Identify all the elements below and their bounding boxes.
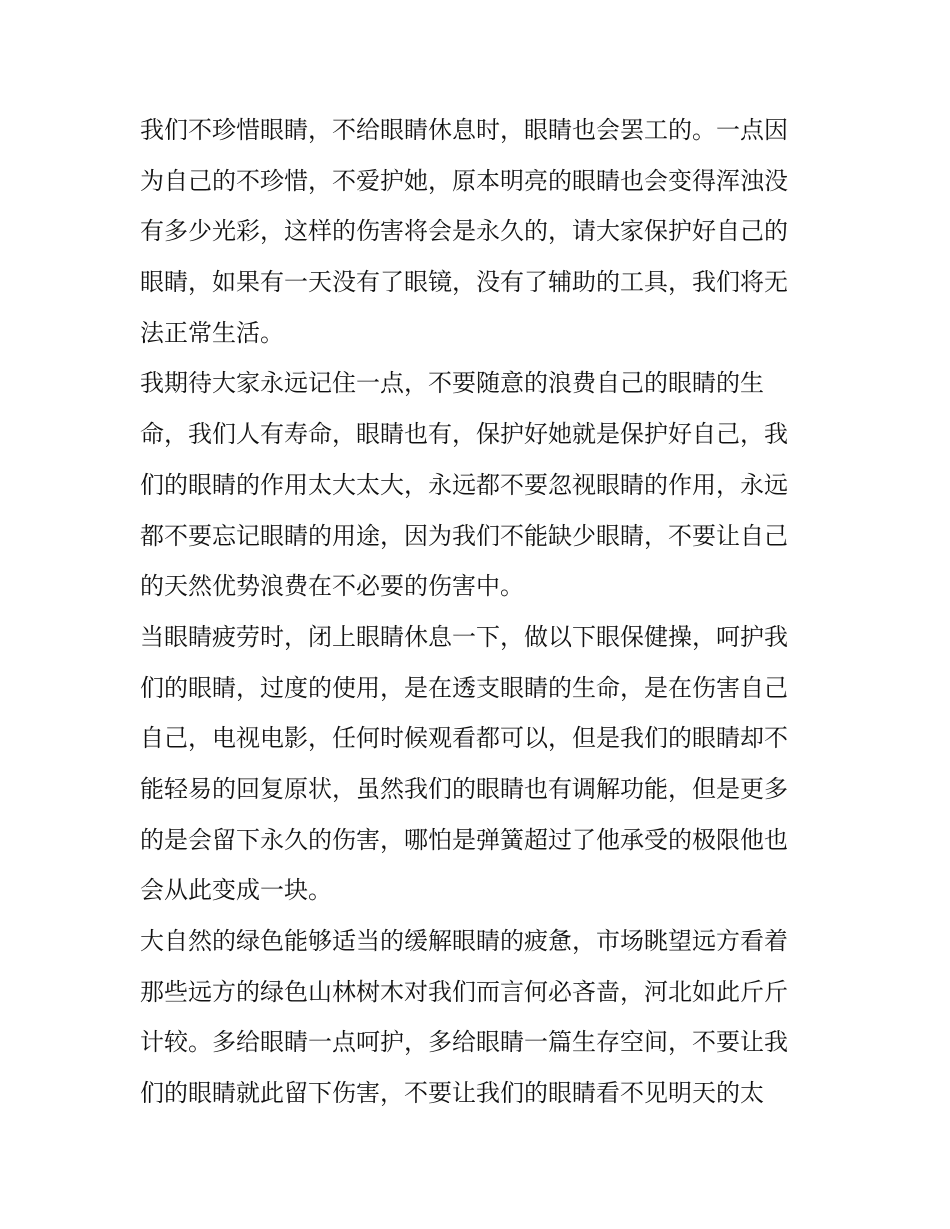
text-line: 们的眼睛的作用太大太大，永远都不要忽视眼睛的作用，永远: [140, 470, 788, 499]
text-line: 当眼睛疲劳时，闭上眼睛休息一下，做以下眼保健操，呵护我: [140, 622, 788, 651]
text-line: 我们不珍惜眼睛，不给眼睛休息时，眼睛也会罢工的。一点因: [140, 116, 788, 144]
text-line: 的是会留下永久的伤害，哪怕是弹簧超过了他承受的极限他也: [140, 825, 788, 854]
text-line: 大自然的绿色能够适当的缓解眼睛的疲惫，市场眺望远方看着: [140, 927, 788, 955]
text-line: 们的眼睛，过度的使用，是在透支眼睛的生命，是在伤害自己: [140, 673, 788, 702]
text-line: 命，我们人有寿命，眼睛也有，保护好她就是保护好自己，我: [140, 420, 788, 449]
text-line: 我期待大家永远记住一点，不要随意的浪费自己的眼睛的生: [140, 369, 764, 398]
document-body: [140, 105, 820, 1119]
text-line: 法正常生活。: [140, 318, 284, 347]
text-line: 眼睛，如果有一天没有了眼镜，没有了辅助的工具，我们将无: [140, 268, 788, 297]
text-line: 为自己的不珍惜，不爱护她，原本明亮的眼睛也会变得浑浊没: [140, 166, 788, 195]
text-line: 计较。多给眼睛一点呵护，多给眼睛一篇生存空间，不要让我: [140, 1028, 788, 1057]
text-line: 会从此变成一块。: [140, 876, 332, 905]
text-line: 自己，电视电影，任何时候观看都可以，但是我们的眼睛却不: [140, 724, 788, 753]
text-line: 的天然优势浪费在不必要的伤害中。: [140, 572, 524, 601]
text-line: 能轻易的回复原状，虽然我们的眼睛也有调解功能，但是更多: [140, 774, 788, 803]
text-line: 都不要忘记眼睛的用途，因为我们不能缺少眼睛，不要让自己: [140, 521, 788, 550]
text-line: 有多少光彩，这样的伤害将会是永久的，请大家保护好自己的: [140, 217, 788, 246]
text-line: 那些远方的绿色山林树木对我们而言何必吝啬，河北如此斤斤: [140, 977, 788, 1006]
text-line: 们的眼睛就此留下伤害，不要让我们的眼睛看不见明天的太: [140, 1079, 764, 1108]
